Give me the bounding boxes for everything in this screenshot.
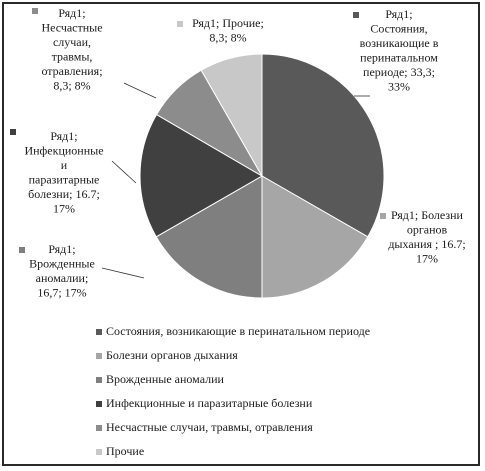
data-label-marker-3 <box>19 247 25 253</box>
leader-line-3 <box>102 268 144 278</box>
legend-swatch-2 <box>96 353 102 359</box>
data-label-marker-1 <box>353 12 359 18</box>
legend-swatch-1 <box>96 329 102 335</box>
legend-entry-6: Прочие <box>106 444 145 458</box>
legend-entry-3: Врожденные аномалии <box>106 372 224 386</box>
pie-slices <box>140 54 384 298</box>
chart-frame <box>2 2 480 466</box>
data-label-marker-4 <box>10 129 16 135</box>
data-label-6: Ряд1; Прочие; 8,3; 8% <box>192 16 264 45</box>
legend-swatch-6 <box>96 449 102 455</box>
data-label-5: Ряд1; Несчастные случаи, травмы, отравления; 8,3; 8% <box>41 6 103 93</box>
leader-line-4 <box>112 161 136 183</box>
legend-entry-1: Состояния, возникающие в перинатальном периоде <box>106 324 371 338</box>
legend <box>96 324 370 458</box>
data-label-3: Ряд1; Врожденные аномалии; 16,7; 17% <box>29 242 95 300</box>
leader-line-5 <box>124 83 156 98</box>
data-label-1: Ряд1; Состояния, возникающие в перинатальном периоде; 33,3; 33% <box>359 7 439 94</box>
data-label-2: Ряд1; Болезни органов дыхания ; 16.7; 17% <box>388 208 466 266</box>
data-label-4: Ряд1; Инфекционные и паразитарные болезни; 16.7; 17% <box>24 129 104 216</box>
legend-entry-2: Болезни органов дыхания <box>106 348 238 362</box>
legend-entry-4: Инфекционные и паразитарные болезни <box>106 396 313 410</box>
legend-swatch-5 <box>96 425 102 431</box>
legend-swatch-3 <box>96 377 102 383</box>
data-label-marker-2 <box>380 213 386 219</box>
data-label-marker-5 <box>32 8 38 14</box>
legend-swatch-4 <box>96 401 102 407</box>
legend-entry-5: Несчастные случаи, травмы, отравления <box>106 420 313 434</box>
pie-chart <box>4 4 478 464</box>
data-label-marker-6 <box>177 21 183 27</box>
